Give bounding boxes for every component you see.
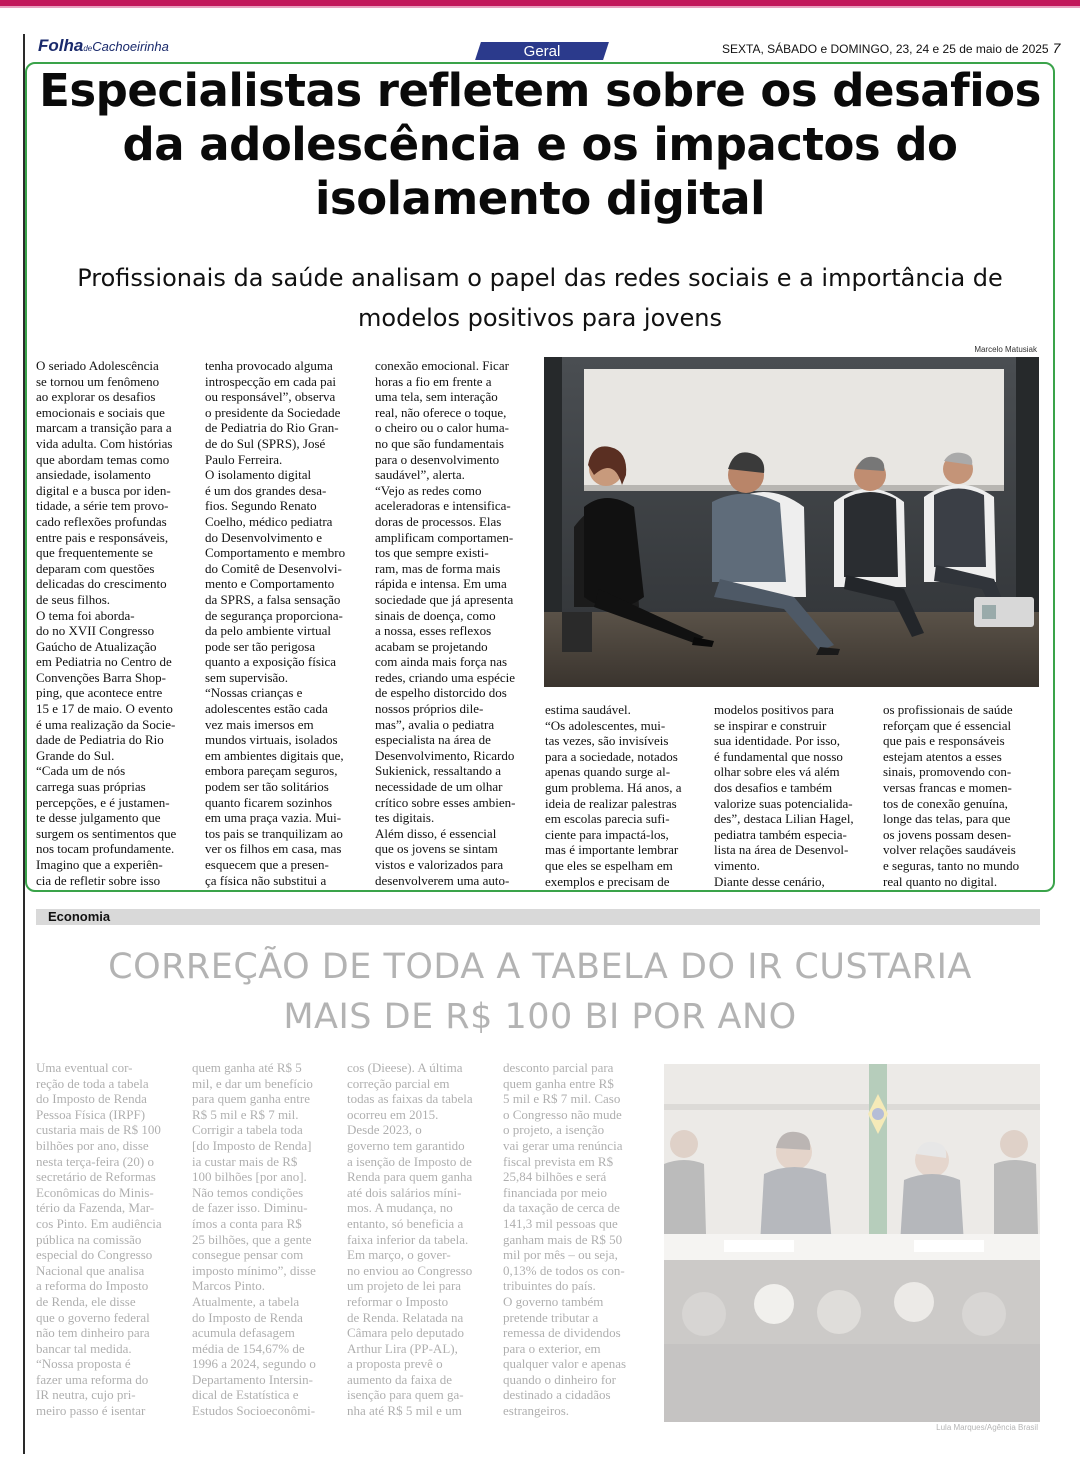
masthead-connector: de: [83, 44, 93, 53]
date-text: SEXTA, SÁBADO e DOMINGO, 23, 24 e 25 de maio de 2025: [722, 42, 1049, 56]
economia-article: [0, 926, 1080, 1467]
economia-column-2: quem ganha até R$ 5 mil, e dar um benefício para quem ganha entre R$ 5 mil e R$ 7 mil. Corrigir a tabela toda [do Imposto de Renda] ia custar mais de R$ 100 bilhões [por ano]. Não temos condições de fazer isso. Diminu- ímos a conta para R$ 25 bilhões, que a gente consegue pensar com imposto mínimo”, disse Marcos Pinto. Atualmente, a tabela do Imposto de Renda acumula defasagem média de 154,67% de 1996 a 2024, segundo o Departamento Intersin- dical de Estatística e Estudos Socioeconômi-: [192, 1060, 316, 1419]
article-column-4: estima saudável. “Os adolescentes, mui- tas vezes, são invisíveis para a sociedade, notados apenas quando surge al- gum problema. Há anos, a ideia de realizar palestras em escolas parecia sufi- ciente para impactá-los, mas é importante lembrar que eles se espelham em exemplos e precisam de: [545, 702, 682, 889]
economia-column-1: Uma eventual cor- reção de toda a tabela do Imposto de Renda Pessoa Física (IRPF) custaria mais de R$ 100 bilhões por ano, disse nesta terça-feira (20) o secretário de Reformas Econômicas do Minis- tério da Fazenda, Mar- cos Pinto. Em audiência pública na comissão especial do Congresso Nacional que analisa a reforma do Imposto de Renda, ele disse que o governo federal não tem dinheiro para bancar tal medida. “Nossa proposta é fazer uma reforma do IR neutra, cujo pri- meiro passo é isentar: [36, 1060, 162, 1419]
economia-headline: CORREÇÃO DE TODA A TABELA DO IR CUSTARIA MAIS DE R$ 100 BI POR ANO: [108, 947, 972, 1037]
page-number: 7: [1052, 40, 1061, 56]
article-column-3: conexão emocional. Ficar horas a fio em frente a uma tela, sem interação real, não oferece o toque, o cheiro ou o calor huma- no que são fundamentais para o desenvolvimento saudável”, alerta. “Vejo as redes como aceleradoras e intensifica- doras de processos. Elas amplificam comportamen- tos que sempre existi- ram, mas de forma mais rápida e intensa. Em uma sociedade que já apresenta sinais de doença, como a nossa, esses reflexos acabam se projetando com ainda mais força nas redes, criando uma espécie de espelho distorcido dos nossos próprios dile- mas”, avalia o pediatra especialista na área de Desenvolvimento, Ricardo Sukienick, ressaltando a necessidade de um olhar crítico sobre esses ambien- tes digitais. Além disso, é essencial que os jovens se sintam vistos e valorizados para desenvolverem uma auto-: [375, 358, 516, 888]
economia-column-4: desconto parcial para quem ganha entre R$ 5 mil e R$ 7 mil. Caso o Congresso não mude o projeto, a isenção vai gerar uma renúncia fiscal prevista em R$ 25,84 bilhões e será financiada por meio da taxação de cerca de 141,3 mil pessoas que ganham mais de R$ 50 mil por mês – ou seja, 0,13% de todos os con- tribuintes do país. O governo também pretende tributar a remessa de dividendos para o exterior, em qualquer valor e apenas quando o dinheiro for destinado a cidadãos estrangeiros.: [503, 1060, 627, 1419]
article-subheadline: Profissionais da saúde analisam o papel das redes sociais e a importância de modelos positivos para jovens: [77, 264, 1003, 332]
section-label: Geral: [523, 43, 561, 60]
masthead-logo: [38, 36, 169, 56]
masthead-city: Cachoeirinha: [92, 39, 169, 54]
panel-discussion-photo: [544, 357, 1039, 687]
article-headline: Especialistas refletem sobre os desafios da adolescência e os impactos do isolamento digital: [39, 64, 1041, 225]
article-column-5: modelos positivos para se inspirar e construir sua identidade. Por isso, é fundamental que nosso olhar sobre eles vá além dos desafios e também valorize suas potencialida- des”, destaca Lilian Hagel, pediatra também especia- lista na área de Desenvol- vimento. Diante desse cenário,: [714, 702, 854, 889]
masthead-name: Folha: [38, 36, 84, 55]
article-column-6: os profissionais de saúde reforçam que é essencial que pais e responsáveis estejam atentos a esses sinais, promovendo con- versas francas e momen- tos de conexão genuína, longe das telas, para que os jovens possam desen- volver relações saudáveis e seguras, tanto no mundo real quanto no digital.: [883, 702, 1020, 889]
top-color-strip-light: [0, 6, 1080, 8]
article-column-1: O seriado Adolescência se tornou um fenômeno ao explorar os desafios emocionais e sociais que marcam a transição para a vida adulta. Com histórias que abordam temas como ansiedade, isolamento digital e a busca por iden- tidade, a série tem provo- cado reflexões profundas entre pais e responsáveis, que frequentemente se deparam com questões delicadas do crescimento de seus filhos. O tema foi aborda- do no XVII Congresso Gaúcho de Atualização em Pediatria no Centro de Convenções Barra Shop- ping, que acontece entre 15 e 17 de maio. O evento é uma realização da Socie- dade de Pediatria do Rio Grande do Sul. “Cada um de nós carrega suas próprias percepções, e é justamen- te desse julgamento que surgem os sentimentos que nos tocam profundamente. Imagino que a experiên- cia de refletir sobre isso: [36, 358, 177, 888]
economia-section-bar: [36, 909, 1040, 925]
article-column-2: tenha provocado alguma introspecção em cada pai ou responsável”, observa o presidente da Sociedade de Pediatria do Rio Gran- de do Sul (SPRS), José Paulo Ferreira. O isolamento digital é um dos grandes desa- fios. Segundo Renato Coelho, médico pediatra do Desenvolvimento e Comportamento e membro do Comitê de Desenvolvi- mento e Comportamento da SPRS, a falsa sensação de segurança proporciona- da pelo ambiente virtual pode ser tão perigosa quanto a exposição física sem supervisão. “Nossas crianças e adolescentes estão cada vez mais imersos em mundos virtuais, isolados em ambientes digitais que, embora pareçam seguros, podem ser tão solitários quanto ficarem sozinhos em uma praça vazia. Mui- tos pais se tranquilizam ao ver os filhos em casa, mas esquecem que a presen- ça física não substitui a: [205, 358, 346, 888]
economia-column-3: cos (Dieese). A última correção parcial em todas as faixas da tabela ocorreu em 2015. Desde 2023, o governo tem garantido a isenção de Imposto de Renda para quem ganha até dois salários míni- mos. A mudança, no entanto, só beneficia a faixa inferior da tabela. Em março, o gover- no enviou ao Congresso um projeto de lei para reformar o Imposto de Renda. Relatada na Câmara pelo deputado Arthur Lira (PP-AL), a proposta prevê o aumento da faixa de isenção para quem ga- nha até R$ 5 mil e um: [347, 1060, 473, 1419]
photo-credit: Marcelo Matusiak: [974, 345, 1037, 354]
congress-hearing-photo: [664, 1064, 1040, 1422]
economia-photo-credit: Lula Marques/Agência Brasil: [936, 1423, 1038, 1432]
economia-section-label: Economia: [48, 909, 111, 924]
dateline: [722, 40, 1060, 56]
